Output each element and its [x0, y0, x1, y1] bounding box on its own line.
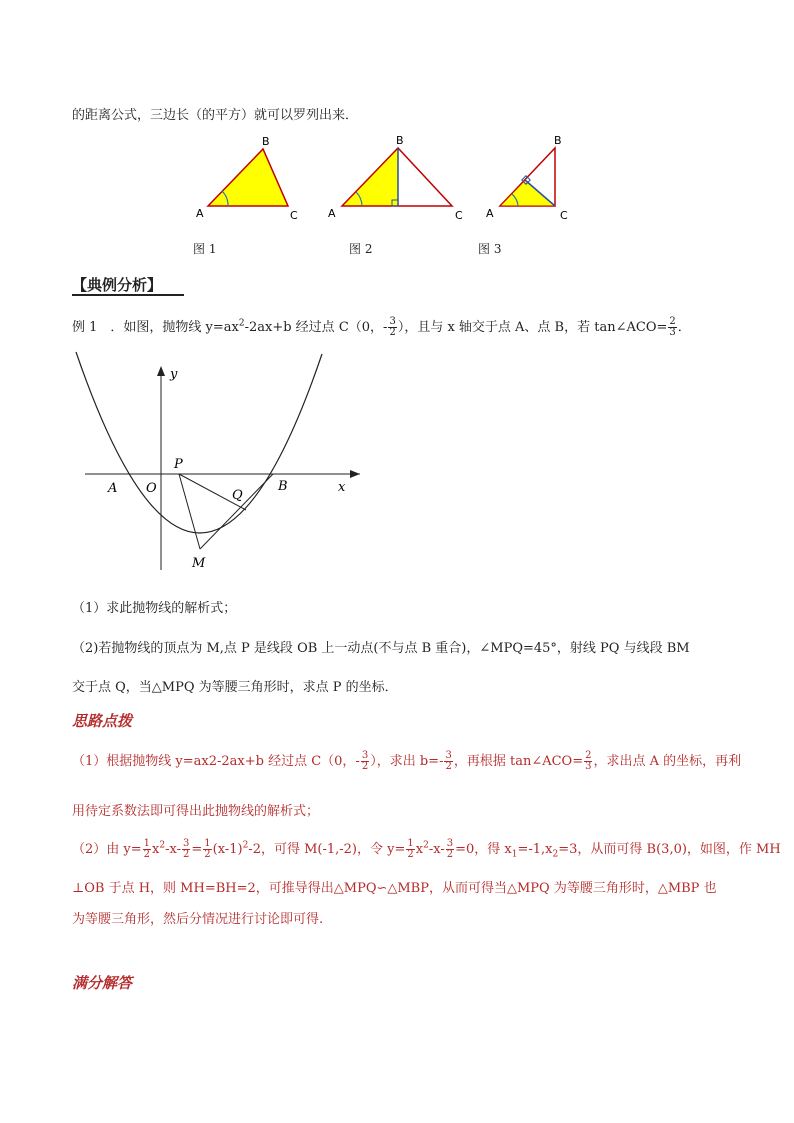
label-o: O — [146, 481, 157, 496]
fraction: $\frac{3}{2}$ — [389, 316, 396, 338]
question-2-line-1: （2)若抛物线的顶点为 M,点 P 是线段 OB 上一动点(不与点 B 重合)，∠MPQ=45°，射线 PQ 与线段 BM — [72, 641, 690, 656]
heading-underline — [72, 294, 184, 296]
fig2-label-b: B — [396, 134, 404, 147]
intro-text: 的距离公式，三边长（的平方）就可以罗列出来． — [72, 108, 359, 123]
hint-1-line-2: 用待定系数法即可得出此抛物线的解析式； — [72, 804, 320, 819]
fig2-label-c: C — [455, 209, 463, 222]
answer-title: 满分解答 — [72, 974, 133, 992]
triangle-figures — [0, 128, 794, 258]
question-2-line-2: 交于点 Q，当△MPQ 为等腰三角形时，求点 P 的坐标． — [72, 680, 398, 695]
example-statement: 例 1 ．如图，抛物线 $y=ax^2-2ax+b$ 经过点 C（0，- $\frac{3}{2}$ ），且与 x 轴交于点 A、点 B，若 tan∠ACO= $\frac{2}{3}$ ． — [72, 316, 691, 338]
hint-2-line-1: （2）由 y= $\frac{1}{2}$ $x^2-x-$ $\frac{3}{2}$ = $\frac{1}{2}$ $(x-1)^2-2$，可得 M(-1,-2)，令 y= $\frac{1}{2}$ $x^2-x-$ $\frac{3}{2}$ =0，得 $x_1=-1,x_2=3$，从而可得 B(3,0)，如图，作 MH — [72, 838, 781, 860]
fig3-label-b: B — [554, 134, 562, 147]
section-heading: 【典例分析】 — [72, 276, 163, 294]
label-m: M — [192, 556, 206, 571]
hint-title: 思路点拨 — [72, 712, 133, 730]
figure-3 — [486, 134, 568, 222]
hint-1-line-1: （1）根据抛物线 y=ax2-2ax+b 经过点 C（0，- $\frac{3}{2}$ ），求出 b=- $\frac{3}{2}$ ，再根据 tan∠ACO= $\frac{2}{3}$ ，求出点 A 的坐标，再利 — [72, 750, 742, 772]
fig1-label-b: B — [262, 135, 270, 148]
fraction: $\frac{2}{3}$ — [669, 316, 676, 338]
figure-2 — [328, 134, 463, 222]
label-q: Q — [232, 488, 243, 503]
question-1: （1）求此抛物线的解析式； — [72, 601, 237, 616]
fig3-label-c: C — [560, 209, 568, 222]
label-b: B — [278, 479, 288, 494]
caption-fig-3: 图 3 — [478, 242, 502, 256]
label-a: A — [108, 481, 118, 496]
label-y: y — [170, 367, 178, 382]
fig3-label-a: A — [486, 207, 494, 220]
fig1-label-c: C — [290, 209, 298, 222]
parabola-graph — [60, 348, 380, 588]
fig1-label-a: A — [196, 207, 204, 220]
hint-2-line-3: 为等腰三角形，然后分情况进行讨论即可得. — [72, 912, 324, 927]
figure-1 — [196, 135, 298, 222]
hint-2-line-2: ⊥OB 于点 H，则 MH=BH=2，可推导得出△MPQ∽△MBP，从而可得当△MPQ 为等腰三角形时，△MBP 也 — [72, 881, 717, 896]
label-x: x — [338, 480, 346, 495]
caption-fig-2: 图 2 — [349, 242, 373, 256]
fig2-label-a: A — [328, 207, 336, 220]
caption-fig-1: 图 1 — [193, 242, 217, 256]
label-p: P — [174, 457, 183, 472]
